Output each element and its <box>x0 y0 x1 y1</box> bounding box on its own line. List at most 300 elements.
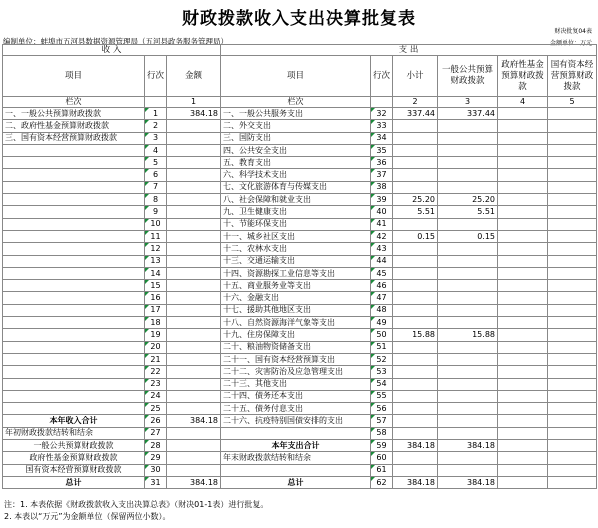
state-capital-cell <box>548 144 597 156</box>
income-amount-cell: 384.18 <box>167 476 221 488</box>
subtotal-cell: 384.18 <box>393 440 438 452</box>
gov-fund-cell <box>498 390 548 402</box>
gov-fund-cell <box>498 255 548 267</box>
general-budget-cell <box>438 390 498 402</box>
gov-fund-cell <box>498 230 548 242</box>
state-capital-cell <box>548 390 597 402</box>
state-capital-cell <box>548 194 597 206</box>
gov-fund-cell <box>498 366 548 378</box>
income-amount-cell: 384.18 <box>167 415 221 427</box>
subtotal-cell <box>393 378 438 390</box>
expense-item-cell: 六、科学技术支出 <box>221 169 371 181</box>
general-budget-cell <box>438 427 498 439</box>
state-capital-cell <box>548 378 597 390</box>
income-item-cell <box>3 194 145 206</box>
table-row <box>3 464 597 476</box>
income-amount-cell <box>167 230 221 242</box>
expense-item-header: 项目 <box>221 56 371 97</box>
expense-line-cell: 40 <box>371 206 393 218</box>
expense-section-header: 支 出 <box>221 45 597 56</box>
income-item-cell: 国有资本经营预算财政拨款 <box>3 464 145 476</box>
expense-line-cell: 49 <box>371 317 393 329</box>
income-line-cell: 14 <box>145 267 167 279</box>
subtotal-cell <box>393 304 438 316</box>
table-row <box>3 329 597 341</box>
income-amount-cell <box>167 378 221 390</box>
table-row <box>3 366 597 378</box>
table-row <box>3 230 597 242</box>
income-item-cell: 一般公共预算财政拨款 <box>3 440 145 452</box>
general-budget-cell <box>438 304 498 316</box>
table-row <box>3 452 597 464</box>
note-line: 2. 本表以“万元”为金额单位（保留两位小数）。 <box>4 512 171 521</box>
expense-item-cell: 年末财政拨款结转和结余 <box>221 452 371 464</box>
expense-line-cell: 56 <box>371 403 393 415</box>
income-amount-cell <box>167 267 221 279</box>
gov-fund-cell <box>498 329 548 341</box>
general-budget-cell <box>438 181 498 193</box>
table-row <box>3 317 597 329</box>
income-line-cell: 11 <box>145 230 167 242</box>
table-row <box>3 390 597 402</box>
subtotal-cell: 25.20 <box>393 194 438 206</box>
table-row <box>3 440 597 452</box>
income-amount-cell <box>167 304 221 316</box>
subtotal-cell <box>393 353 438 365</box>
subtotal-cell <box>393 169 438 181</box>
income-item-cell <box>3 304 145 316</box>
column-number-label: 栏次 <box>3 97 145 108</box>
income-amount-cell <box>167 403 221 415</box>
income-line-cell: 9 <box>145 206 167 218</box>
gov-fund-cell <box>498 452 548 464</box>
general-budget-cell <box>438 317 498 329</box>
state-capital-cell <box>548 353 597 365</box>
gov-fund-cell <box>498 353 548 365</box>
general-budget-cell: 384.18 <box>438 476 498 488</box>
expense-line-cell: 38 <box>371 181 393 193</box>
general-budget-cell <box>438 378 498 390</box>
expense-item-cell <box>221 427 371 439</box>
expense-item-cell: 二十、粮油物资储备支出 <box>221 341 371 353</box>
gov-fund-cell <box>498 181 548 193</box>
income-amount-cell: 384.18 <box>167 108 221 120</box>
income-line-cell: 19 <box>145 329 167 341</box>
income-amount-cell <box>167 280 221 292</box>
table-row <box>3 181 597 193</box>
income-amount-cell <box>167 120 221 132</box>
expense-item-cell: 二十二、灾害防治及应急管理支出 <box>221 366 371 378</box>
state-capital-cell <box>548 403 597 415</box>
state-capital-cell <box>548 415 597 427</box>
income-amount-cell <box>167 317 221 329</box>
expense-line-cell: 37 <box>371 169 393 181</box>
report-table <box>2 44 597 489</box>
income-item-cell <box>3 243 145 255</box>
income-item-cell <box>3 366 145 378</box>
expense-item-cell: 五、教育支出 <box>221 157 371 169</box>
income-item-cell <box>3 317 145 329</box>
income-line-cell: 10 <box>145 218 167 230</box>
general-budget-cell <box>438 144 498 156</box>
expense-item-cell: 十二、农林水支出 <box>221 243 371 255</box>
income-amount-cell <box>167 255 221 267</box>
form-number: 财决批复04表 <box>554 28 592 35</box>
gov-fund-cell <box>498 341 548 353</box>
subtotal-cell <box>393 255 438 267</box>
notes <box>4 499 268 523</box>
income-section-header: 收 入 <box>3 45 221 56</box>
state-capital-cell <box>548 267 597 279</box>
expense-item-cell: 十九、住房保障支出 <box>221 329 371 341</box>
gov-fund-cell <box>498 267 548 279</box>
subtotal-cell: 15.88 <box>393 329 438 341</box>
expense-line-cell: 34 <box>371 132 393 144</box>
table-row <box>3 476 597 488</box>
general-budget-cell: 384.18 <box>438 440 498 452</box>
expense-item-cell: 一、一般公共服务支出 <box>221 108 371 120</box>
expense-item-cell: 二十四、债务还本支出 <box>221 390 371 402</box>
income-line-cell: 30 <box>145 464 167 476</box>
income-line-cell: 4 <box>145 144 167 156</box>
income-amount-cell <box>167 329 221 341</box>
expense-line-cell: 60 <box>371 452 393 464</box>
table-row <box>3 292 597 304</box>
general-budget-header: 一般公共预算财政拨款 <box>438 56 498 97</box>
expense-line-header: 行次 <box>371 56 393 97</box>
gov-fund-cell <box>498 378 548 390</box>
subtotal-cell <box>393 452 438 464</box>
expense-item-cell: 十八、自然资源海洋气象等支出 <box>221 317 371 329</box>
subtotal-cell <box>393 403 438 415</box>
state-capital-cell <box>548 304 597 316</box>
expense-line-cell: 58 <box>371 427 393 439</box>
expense-line-cell: 39 <box>371 194 393 206</box>
income-item-cell <box>3 267 145 279</box>
state-capital-cell <box>548 157 597 169</box>
income-line-cell: 24 <box>145 390 167 402</box>
expense-line-cell: 57 <box>371 415 393 427</box>
table-row <box>3 353 597 365</box>
state-capital-cell <box>548 427 597 439</box>
general-budget-cell <box>438 157 498 169</box>
general-budget-cell <box>438 415 498 427</box>
gov-fund-cell <box>498 427 548 439</box>
income-item-cell <box>3 230 145 242</box>
note-line: 注：1. 本表依据《财政拨款收入支出决算总表》（财决01-1表）进行批复。 <box>4 500 269 509</box>
expense-item-cell: 三、国防支出 <box>221 132 371 144</box>
income-amount-cell <box>167 440 221 452</box>
income-item-cell: 三、国有资本经营预算财政拨款 <box>3 132 145 144</box>
expense-item-cell: 九、卫生健康支出 <box>221 206 371 218</box>
state-capital-cell <box>548 255 597 267</box>
income-amount-cell <box>167 144 221 156</box>
expense-line-cell: 54 <box>371 378 393 390</box>
gov-fund-cell <box>498 120 548 132</box>
table-row <box>3 255 597 267</box>
subtotal-cell <box>393 267 438 279</box>
subtotal-cell <box>393 280 438 292</box>
income-line-cell: 7 <box>145 181 167 193</box>
general-budget-cell <box>438 120 498 132</box>
income-item-cell <box>3 292 145 304</box>
gov-fund-header: 政府性基金预算财政拨款 <box>498 56 548 97</box>
state-capital-cell <box>548 280 597 292</box>
state-capital-cell <box>548 366 597 378</box>
subtotal-cell <box>393 292 438 304</box>
expense-item-cell: 二十五、债务付息支出 <box>221 403 371 415</box>
gov-fund-cell <box>498 243 548 255</box>
income-amount-cell <box>167 132 221 144</box>
subtotal-cell <box>393 157 438 169</box>
expense-line-cell: 44 <box>371 255 393 267</box>
income-amount-cell <box>167 464 221 476</box>
income-amount-cell <box>167 206 221 218</box>
table-row <box>3 280 597 292</box>
subtotal-cell <box>393 181 438 193</box>
column-number-3: 3 <box>438 97 498 108</box>
expense-line-cell: 59 <box>371 440 393 452</box>
gov-fund-cell <box>498 169 548 181</box>
gov-fund-cell <box>498 218 548 230</box>
expense-line-cell: 62 <box>371 476 393 488</box>
expense-line-cell: 47 <box>371 292 393 304</box>
column-number-4: 4 <box>498 97 548 108</box>
income-line-cell: 22 <box>145 366 167 378</box>
income-line-cell: 31 <box>145 476 167 488</box>
state-capital-cell <box>548 341 597 353</box>
income-line-cell: 16 <box>145 292 167 304</box>
general-budget-cell: 337.44 <box>438 108 498 120</box>
expense-line-cell: 36 <box>371 157 393 169</box>
income-item-header: 项目 <box>3 56 145 97</box>
state-capital-cell <box>548 132 597 144</box>
table-row <box>3 304 597 316</box>
expense-item-cell: 十五、商业服务业等支出 <box>221 280 371 292</box>
income-line-cell: 27 <box>145 427 167 439</box>
subtotal-cell <box>393 120 438 132</box>
general-budget-cell <box>438 243 498 255</box>
income-line-cell: 28 <box>145 440 167 452</box>
column-number-2: 2 <box>393 97 438 108</box>
income-item-cell: 一、一般公共预算财政拨款 <box>3 108 145 120</box>
expense-line-cell: 32 <box>371 108 393 120</box>
table-row <box>3 218 597 230</box>
expense-item-cell: 总计 <box>221 476 371 488</box>
general-budget-cell <box>438 353 498 365</box>
expense-line-cell: 53 <box>371 366 393 378</box>
income-amount-cell <box>167 243 221 255</box>
income-item-cell: 年初财政拨款结转和结余 <box>3 427 145 439</box>
income-item-cell <box>3 169 145 181</box>
state-capital-header: 国有资本经营预算财政拨款 <box>548 56 597 97</box>
gov-fund-cell <box>498 464 548 476</box>
income-item-cell: 本年收入合计 <box>3 415 145 427</box>
state-capital-cell <box>548 452 597 464</box>
income-amount-cell <box>167 341 221 353</box>
gov-fund-cell <box>498 292 548 304</box>
gov-fund-cell <box>498 144 548 156</box>
gov-fund-cell <box>498 317 548 329</box>
expense-line-cell: 33 <box>371 120 393 132</box>
gov-fund-cell <box>498 476 548 488</box>
subtotal-cell <box>393 132 438 144</box>
income-line-cell: 18 <box>145 317 167 329</box>
general-budget-cell <box>438 132 498 144</box>
expense-item-cell: 十四、资源勘探工业信息等支出 <box>221 267 371 279</box>
expense-item-cell: 七、文化旅游体育与传媒支出 <box>221 181 371 193</box>
income-line-cell: 1 <box>145 108 167 120</box>
table-row <box>3 206 597 218</box>
table-row <box>3 267 597 279</box>
subtotal-cell: 337.44 <box>393 108 438 120</box>
gov-fund-cell <box>498 415 548 427</box>
general-budget-cell: 25.20 <box>438 194 498 206</box>
table-row <box>3 403 597 415</box>
subtotal-cell: 384.18 <box>393 476 438 488</box>
subtotal-cell: 5.51 <box>393 206 438 218</box>
income-line-cell: 15 <box>145 280 167 292</box>
subtotal-header: 小计 <box>393 56 438 97</box>
unit-label: 编制单位：蚌埠市五河县数据资源管理局（五河县政务服务管理局） <box>3 37 228 46</box>
general-budget-cell <box>438 452 498 464</box>
expense-item-cell: 十三、交通运输支出 <box>221 255 371 267</box>
gov-fund-cell <box>498 206 548 218</box>
expense-line-cell: 61 <box>371 464 393 476</box>
state-capital-cell <box>548 476 597 488</box>
column-number-1: 1 <box>167 97 221 108</box>
table-row <box>3 144 597 156</box>
expense-item-cell: 四、公共安全支出 <box>221 144 371 156</box>
income-item-cell <box>3 144 145 156</box>
subtotal-cell <box>393 464 438 476</box>
income-line-cell: 6 <box>145 169 167 181</box>
state-capital-cell <box>548 440 597 452</box>
general-budget-cell <box>438 464 498 476</box>
state-capital-cell <box>548 243 597 255</box>
income-amount-cell <box>167 292 221 304</box>
expense-item-cell: 十一、城乡社区支出 <box>221 230 371 242</box>
state-capital-cell <box>548 230 597 242</box>
income-amount-cell <box>167 181 221 193</box>
table-row <box>3 108 597 120</box>
expense-line-cell: 46 <box>371 280 393 292</box>
table-row <box>3 415 597 427</box>
income-item-cell <box>3 157 145 169</box>
expense-line-cell: 50 <box>371 329 393 341</box>
subtotal-cell <box>393 243 438 255</box>
general-budget-cell <box>438 255 498 267</box>
expense-item-cell: 十、节能环保支出 <box>221 218 371 230</box>
income-item-cell: 总计 <box>3 476 145 488</box>
state-capital-cell <box>548 317 597 329</box>
income-item-cell <box>3 255 145 267</box>
expense-line-cell: 45 <box>371 267 393 279</box>
subtotal-cell <box>393 427 438 439</box>
state-capital-cell <box>548 181 597 193</box>
state-capital-cell <box>548 108 597 120</box>
general-budget-cell <box>438 218 498 230</box>
income-item-cell <box>3 218 145 230</box>
state-capital-cell <box>548 206 597 218</box>
expense-line-cell: 43 <box>371 243 393 255</box>
income-item-cell: 政府性基金预算财政拨款 <box>3 452 145 464</box>
expense-item-cell <box>221 464 371 476</box>
table-row <box>3 132 597 144</box>
report-title: 财政拨款收入支出决算批复表 <box>182 9 416 29</box>
general-budget-cell <box>438 169 498 181</box>
table-row <box>3 427 597 439</box>
income-line-cell: 2 <box>145 120 167 132</box>
income-item-cell: 二、政府性基金预算财政拨款 <box>3 120 145 132</box>
expense-line-cell: 42 <box>371 230 393 242</box>
income-line-cell: 25 <box>145 403 167 415</box>
gov-fund-cell <box>498 194 548 206</box>
table-row <box>3 169 597 181</box>
state-capital-cell <box>548 169 597 181</box>
expense-item-cell: 二、外交支出 <box>221 120 371 132</box>
income-line-cell: 21 <box>145 353 167 365</box>
income-amount-cell <box>167 157 221 169</box>
expense-item-cell: 八、社会保障和就业支出 <box>221 194 371 206</box>
expense-line-cell: 55 <box>371 390 393 402</box>
table-row <box>3 120 597 132</box>
money-unit: 金额单位：万元 <box>549 40 592 47</box>
expense-item-cell: 本年支出合计 <box>221 440 371 452</box>
subtotal-cell <box>393 415 438 427</box>
expense-line-cell: 35 <box>371 144 393 156</box>
expense-line-cell: 41 <box>371 218 393 230</box>
income-item-cell <box>3 403 145 415</box>
state-capital-cell <box>548 464 597 476</box>
column-number-5: 5 <box>548 97 597 108</box>
general-budget-cell: 5.51 <box>438 206 498 218</box>
gov-fund-cell <box>498 280 548 292</box>
general-budget-cell: 15.88 <box>438 329 498 341</box>
income-line-cell: 20 <box>145 341 167 353</box>
expense-item-cell: 二十六、抗疫特别国债安排的支出 <box>221 415 371 427</box>
income-line-cell: 12 <box>145 243 167 255</box>
column-number-label-right: 栏次 <box>221 97 371 108</box>
expense-item-cell: 十七、援助其他地区支出 <box>221 304 371 316</box>
income-line-cell: 3 <box>145 132 167 144</box>
gov-fund-cell <box>498 403 548 415</box>
income-item-cell <box>3 329 145 341</box>
general-budget-cell <box>438 280 498 292</box>
gov-fund-cell <box>498 304 548 316</box>
income-amount-cell <box>167 366 221 378</box>
table-row <box>3 378 597 390</box>
general-budget-cell <box>438 267 498 279</box>
income-line-cell: 13 <box>145 255 167 267</box>
subtotal-cell <box>393 366 438 378</box>
state-capital-cell <box>548 329 597 341</box>
table-row <box>3 157 597 169</box>
state-capital-cell <box>548 218 597 230</box>
subtotal-cell <box>393 341 438 353</box>
table-row <box>3 341 597 353</box>
gov-fund-cell <box>498 132 548 144</box>
income-item-cell <box>3 353 145 365</box>
gov-fund-cell <box>498 440 548 452</box>
general-budget-cell <box>438 403 498 415</box>
income-item-cell <box>3 390 145 402</box>
subtotal-cell: 0.15 <box>393 230 438 242</box>
state-capital-cell <box>548 292 597 304</box>
general-budget-cell <box>438 366 498 378</box>
income-item-cell <box>3 181 145 193</box>
income-amount-cell <box>167 390 221 402</box>
